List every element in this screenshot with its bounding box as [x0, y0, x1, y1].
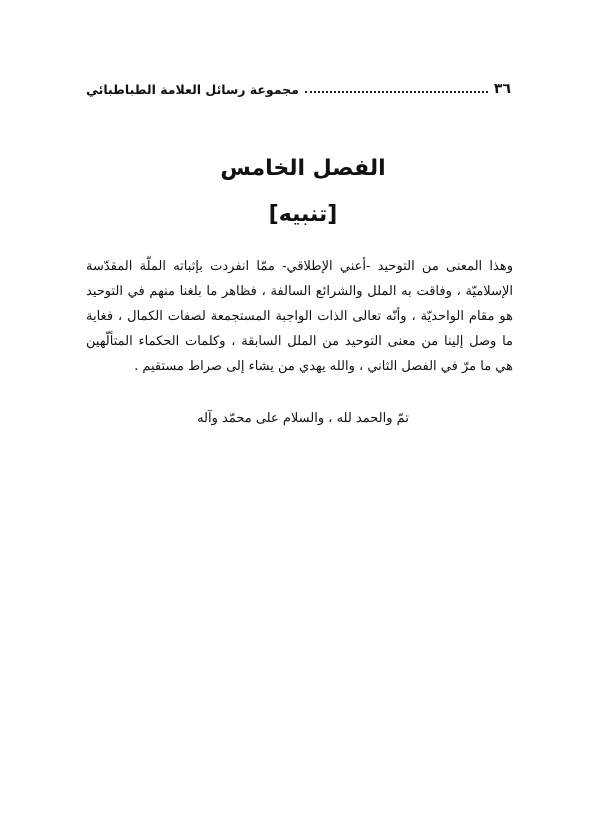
book-title: مجموعة رسائل العلامة الطباطبائي — [86, 81, 299, 97]
chapter-title: الفصل الخامس — [220, 156, 386, 181]
running-header — [86, 78, 511, 100]
header-dot-leader — [305, 91, 488, 93]
body-paragraph: وهذا المعنى من التوحيد -أعني الإطلاقي- ممّا انفردت بإثباته الملّة المقدّسة الإسلاميّة ، وفاقت به الملل والشرائع السالفة ، فظاهر ما بلغنا منهم في التوحيد هو مقام الواحديّة ، وأنّه تعالى الذات الواجبة المستجمعة لصفات الكمال ، فغاية ما وصل إلينا من معنى التوحيد من الملل السابقة ، وكلمات الحكماء المتألّهين هي ما مرّ في الفصل الثاني ، والله يهدي من يشاء إلى صراط مستقيم . — [86, 259, 513, 374]
closing-line: تمّ والحمد لله ، والسلام على محمّد وآله — [197, 411, 409, 426]
page-number: ٣٦ — [493, 81, 511, 97]
section-title: [تنبيه] — [268, 202, 338, 227]
